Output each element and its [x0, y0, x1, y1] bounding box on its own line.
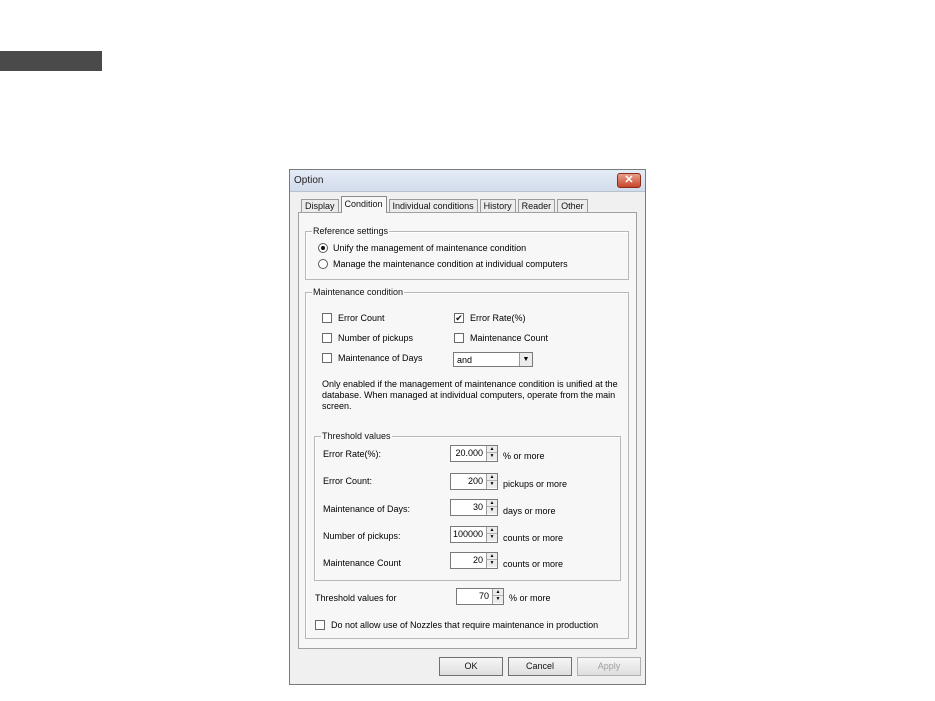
threshold-maint-count-spin[interactable]: [450, 552, 498, 569]
spin-down-icon[interactable]: ▼: [487, 560, 497, 567]
spin-up-icon[interactable]: ▲: [487, 527, 497, 534]
spin-up-icon[interactable]: ▲: [487, 474, 497, 481]
cancel-button[interactable]: Cancel: [508, 657, 572, 676]
check-error-count-label: Error Count: [338, 313, 385, 323]
threshold-for-label: Threshold values for: [315, 593, 397, 603]
option-dialog: [289, 169, 646, 685]
spin-buttons[interactable]: [486, 553, 497, 568]
radio-unify-control[interactable]: [318, 243, 328, 253]
threshold-error-count-value: 200: [467, 476, 483, 486]
threshold-days-value: 30: [472, 502, 483, 512]
tab-condition[interactable]: Condition: [341, 196, 387, 213]
threshold-pickups-label: Number of pickups:: [323, 531, 401, 541]
threshold-days-label: Maintenance of Days:: [323, 504, 411, 514]
threshold-pickups-spin[interactable]: [450, 526, 498, 543]
radio-individual[interactable]: [318, 259, 568, 269]
threshold-error-count-unit: pickups or more: [503, 479, 568, 489]
spin-down-icon[interactable]: ▼: [487, 507, 497, 514]
condition-tab-page: [298, 212, 637, 649]
reference-settings-label: Reference settings: [313, 226, 389, 236]
spin-buttons[interactable]: [486, 500, 497, 515]
spin-buttons[interactable]: [486, 446, 497, 461]
threshold-days-spin[interactable]: [450, 499, 498, 516]
threshold-maint-count-value: 20: [472, 555, 483, 565]
tab-display[interactable]: Display: [301, 199, 339, 213]
radio-unify-label: Unify the management of maintenance condition: [333, 243, 527, 253]
dialog-title: Option: [294, 175, 324, 186]
check-disallow-nozzles-label: Do not allow use of Nozzles that require maintenance in production: [331, 620, 599, 630]
spin-up-icon[interactable]: ▲: [487, 446, 497, 453]
spin-up-icon[interactable]: ▲: [487, 553, 497, 560]
threshold-error-count-spin[interactable]: [450, 473, 498, 490]
spin-down-icon[interactable]: ▼: [493, 596, 503, 603]
logic-combo[interactable]: [453, 352, 533, 367]
title-bar[interactable]: [290, 170, 645, 192]
check-number-of-pickups[interactable]: [322, 333, 413, 343]
check-number-of-pickups-label: Number of pickups: [338, 333, 414, 343]
threshold-for-unit: % or more: [509, 593, 551, 603]
spin-down-icon[interactable]: ▼: [487, 453, 497, 460]
radio-individual-label: Manage the maintenance condition at individual computers: [333, 259, 568, 269]
unified-note: Only enabled if the management of maintenance condition is unified at the database. When managed at individual computers, operate from the main screen.: [322, 379, 618, 411]
check-maintenance-of-days-label: Maintenance of Days: [338, 353, 423, 363]
maintenance-condition-label: Maintenance condition: [313, 287, 404, 297]
threshold-error-count-label: Error Count:: [323, 476, 373, 486]
tab-other[interactable]: Other: [557, 199, 588, 213]
threshold-error-rate-spin[interactable]: [450, 445, 498, 462]
tab-individual-conditions[interactable]: Individual conditions: [389, 199, 478, 213]
radio-unify[interactable]: [318, 243, 526, 253]
check-maintenance-of-days[interactable]: [322, 353, 423, 363]
tab-reader[interactable]: Reader: [518, 199, 556, 213]
spin-buttons[interactable]: [492, 589, 503, 604]
threshold-error-rate-value: 20.000: [455, 448, 483, 458]
check-error-rate-label: Error Rate(%): [470, 313, 526, 323]
threshold-maint-count-unit: counts or more: [503, 559, 564, 569]
top-left-dark-bar: [0, 51, 102, 71]
threshold-values-label: Threshold values: [322, 431, 391, 441]
logic-combo-value: and: [457, 355, 473, 365]
check-disallow-nozzles-box[interactable]: [315, 620, 325, 630]
spin-down-icon[interactable]: ▼: [487, 481, 497, 488]
close-button[interactable]: [617, 173, 641, 188]
reference-settings-group: [305, 226, 629, 280]
spin-buttons[interactable]: [486, 474, 497, 489]
check-maintenance-count-label: Maintenance Count: [470, 333, 549, 343]
threshold-days-unit: days or more: [503, 506, 556, 516]
spin-up-icon[interactable]: ▲: [487, 500, 497, 507]
tab-history[interactable]: History: [480, 199, 516, 213]
threshold-error-rate-unit: % or more: [503, 451, 545, 461]
check-maintenance-of-days-box[interactable]: [322, 353, 332, 363]
check-error-count[interactable]: [322, 313, 385, 323]
threshold-error-rate-label: Error Rate(%):: [323, 449, 382, 459]
threshold-pickups-unit: counts or more: [503, 533, 564, 543]
threshold-values-group: [314, 431, 621, 581]
tab-strip: [301, 196, 590, 213]
ok-button[interactable]: OK: [439, 657, 503, 676]
apply-button[interactable]: Apply: [577, 657, 641, 676]
spin-up-icon[interactable]: ▲: [493, 589, 503, 596]
maintenance-condition-group: [305, 287, 629, 639]
check-disallow-nozzles[interactable]: [315, 620, 598, 630]
chevron-down-icon[interactable]: ▼: [519, 353, 532, 366]
close-icon: ✕: [624, 174, 634, 186]
threshold-for-value: 70: [478, 591, 489, 601]
threshold-maint-count-label: Maintenance Count: [323, 558, 402, 568]
check-error-rate-box[interactable]: ✔: [455, 313, 463, 323]
check-number-of-pickups-box[interactable]: [322, 333, 332, 343]
check-maintenance-count-box[interactable]: [454, 333, 464, 343]
check-error-count-box[interactable]: [322, 313, 332, 323]
spin-down-icon[interactable]: ▼: [487, 534, 497, 541]
threshold-pickups-value: 100000: [452, 529, 483, 539]
spin-buttons[interactable]: [486, 527, 497, 542]
check-maintenance-count[interactable]: [454, 333, 548, 343]
radio-individual-control[interactable]: [318, 259, 328, 269]
threshold-for-spin[interactable]: [456, 588, 504, 605]
check-error-rate[interactable]: [454, 313, 526, 323]
